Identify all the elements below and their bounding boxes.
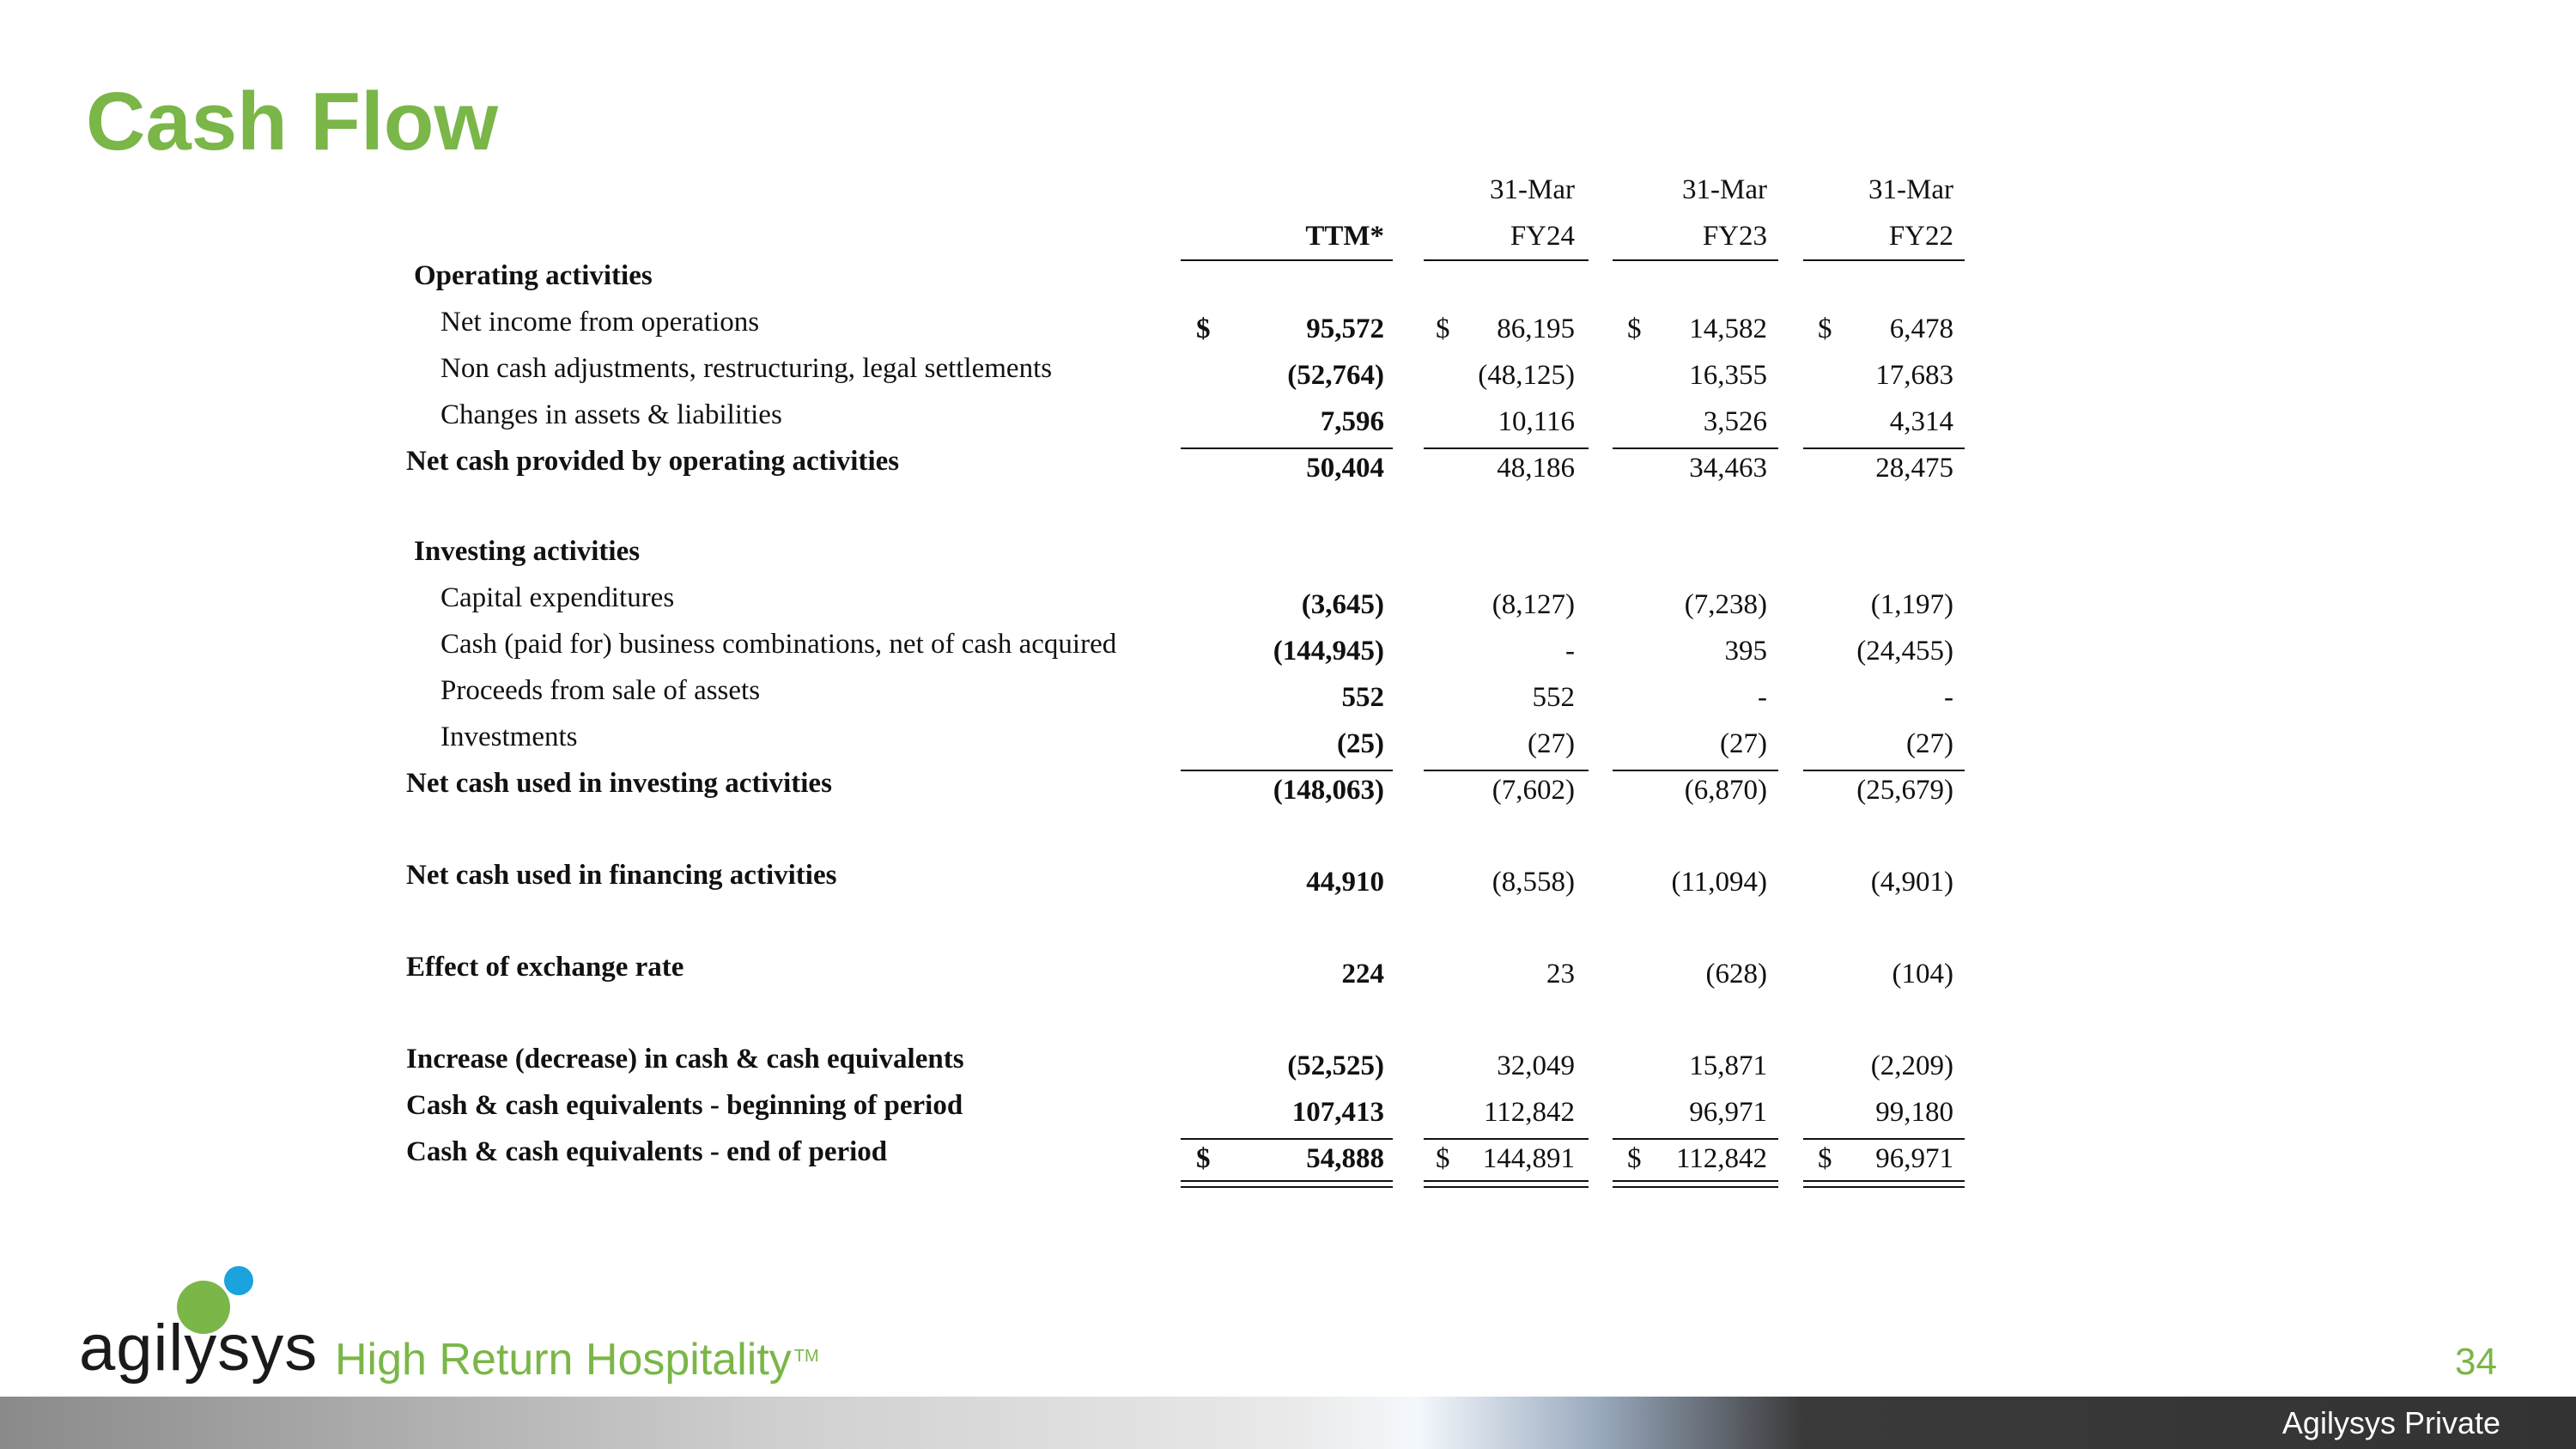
row-label: Cash & cash equivalents - end of period bbox=[406, 1136, 888, 1167]
subtotal-rule bbox=[1424, 1138, 1589, 1140]
column-header-top: 31-Mar bbox=[1682, 174, 1767, 205]
table-cell: (52,764) bbox=[1287, 360, 1384, 391]
table-cell: 86,195 bbox=[1497, 314, 1575, 344]
table-cell: (1,197) bbox=[1870, 589, 1953, 620]
table-cell: 144,891 bbox=[1482, 1143, 1575, 1174]
table-cell: 28,475 bbox=[1875, 453, 1953, 484]
currency-symbol: $ bbox=[1196, 1143, 1211, 1174]
table-cell: (7,238) bbox=[1684, 589, 1767, 620]
row-label: Investing activities bbox=[414, 536, 641, 567]
row-label: Increase (decrease) in cash & cash equivalents bbox=[406, 1044, 964, 1075]
subtotal-rule bbox=[1613, 1138, 1778, 1140]
subtotal-rule bbox=[1613, 770, 1778, 771]
row-label: Cash (paid for) business combinations, net of cash acquired bbox=[440, 629, 1117, 660]
table-cell: 95,572 bbox=[1306, 314, 1384, 344]
logo-blue-dot bbox=[224, 1266, 253, 1295]
table-cell: 3,526 bbox=[1703, 406, 1767, 437]
table-cell: 552 bbox=[1341, 682, 1384, 713]
currency-symbol: $ bbox=[1436, 314, 1450, 344]
table-cell: 96,971 bbox=[1875, 1143, 1953, 1174]
table-cell: (148,063) bbox=[1273, 775, 1384, 806]
footer-bar bbox=[0, 1397, 2576, 1449]
table-cell: 112,842 bbox=[1483, 1097, 1575, 1128]
column-header-top bbox=[1178, 168, 1384, 211]
table-cell: 48,186 bbox=[1497, 453, 1575, 484]
double-underline bbox=[1613, 1180, 1778, 1182]
header-rule bbox=[1181, 259, 1393, 261]
table-cell: 34,463 bbox=[1689, 453, 1767, 484]
table-cell: - bbox=[1944, 682, 1953, 713]
row-label: Investments bbox=[440, 721, 578, 752]
currency-symbol: $ bbox=[1436, 1143, 1450, 1174]
table-cell: 112,842 bbox=[1675, 1143, 1767, 1174]
row-label: Cash & cash equivalents - beginning of period bbox=[406, 1090, 963, 1121]
row-label: Proceeds from sale of assets bbox=[440, 675, 761, 706]
tagline bbox=[335, 1330, 819, 1390]
trademark-mark: TM bbox=[793, 1347, 819, 1366]
column-header: FY22 bbox=[1888, 221, 1953, 252]
row-label: Effect of exchange rate bbox=[406, 952, 684, 983]
double-underline bbox=[1613, 1186, 1778, 1188]
double-underline bbox=[1181, 1186, 1393, 1188]
double-underline bbox=[1181, 1180, 1393, 1182]
subtotal-rule bbox=[1424, 770, 1589, 771]
currency-symbol: $ bbox=[1627, 314, 1642, 344]
table-cell: 99,180 bbox=[1875, 1097, 1953, 1128]
table-cell: 96,971 bbox=[1689, 1097, 1767, 1128]
tagline-text: High Return Hospitality bbox=[335, 1335, 792, 1385]
table-cell: (7,602) bbox=[1492, 775, 1575, 806]
table-cell: (25) bbox=[1337, 728, 1384, 759]
double-underline bbox=[1803, 1180, 1965, 1182]
subtotal-rule bbox=[1803, 1138, 1965, 1140]
table-cell: 107,413 bbox=[1291, 1097, 1384, 1128]
currency-symbol: $ bbox=[1818, 1143, 1832, 1174]
table-cell: (2,209) bbox=[1870, 1050, 1953, 1081]
table-cell: 32,049 bbox=[1497, 1050, 1575, 1081]
table-cell: (8,127) bbox=[1492, 589, 1575, 620]
currency-symbol: $ bbox=[1196, 314, 1211, 344]
table-cell: - bbox=[1565, 636, 1575, 667]
table-cell: 395 bbox=[1724, 636, 1767, 667]
subtotal-rule bbox=[1181, 770, 1393, 771]
classification-label: Agilysys Private bbox=[2281, 1405, 2500, 1440]
row-label: Net cash used in investing activities bbox=[406, 768, 832, 799]
table-cell: (628) bbox=[1705, 959, 1767, 989]
subtotal-rule bbox=[1803, 447, 1965, 449]
table-cell: (3,645) bbox=[1301, 589, 1384, 620]
table-cell: (4,901) bbox=[1870, 867, 1953, 898]
header-rule bbox=[1803, 259, 1965, 261]
row-label: Capital expenditures bbox=[440, 582, 675, 613]
table-cell: 15,871 bbox=[1689, 1050, 1767, 1081]
table-cell: 6,478 bbox=[1889, 314, 1953, 344]
subtotal-rule bbox=[1181, 1138, 1393, 1140]
table-cell: (27) bbox=[1528, 728, 1575, 759]
table-cell: (11,094) bbox=[1671, 867, 1767, 898]
table-cell: (27) bbox=[1720, 728, 1767, 759]
column-header: FY24 bbox=[1510, 221, 1575, 252]
column-header-top: 31-Mar bbox=[1490, 174, 1575, 205]
row-label: Operating activities bbox=[414, 260, 653, 291]
table-cell: (48,125) bbox=[1478, 360, 1575, 391]
table-cell: 552 bbox=[1532, 682, 1575, 713]
table-cell: 7,596 bbox=[1320, 406, 1384, 437]
row-label: Non cash adjustments, restructuring, legal settlements bbox=[440, 353, 1053, 384]
column-header-top: 31-Mar bbox=[1868, 174, 1953, 205]
row-label: Net income from operations bbox=[440, 307, 760, 338]
currency-symbol: $ bbox=[1627, 1143, 1642, 1174]
table-cell: (6,870) bbox=[1684, 775, 1767, 806]
double-underline bbox=[1424, 1186, 1589, 1188]
table-cell: 10,116 bbox=[1498, 406, 1575, 437]
row-label: Net cash provided by operating activities bbox=[406, 446, 900, 477]
subtotal-rule bbox=[1424, 447, 1589, 449]
header-rule bbox=[1424, 259, 1589, 261]
table-cell: (8,558) bbox=[1492, 867, 1575, 898]
table-cell: (144,945) bbox=[1273, 636, 1384, 667]
table-cell: 4,314 bbox=[1889, 406, 1953, 437]
subtotal-rule bbox=[1803, 770, 1965, 771]
header-rule bbox=[1613, 259, 1778, 261]
table-cell: (52,525) bbox=[1287, 1050, 1384, 1081]
table-cell: (24,455) bbox=[1856, 636, 1953, 667]
column-header: TTM* bbox=[1305, 221, 1384, 252]
double-underline bbox=[1424, 1180, 1589, 1182]
double-underline bbox=[1803, 1186, 1965, 1188]
column-header: FY23 bbox=[1702, 221, 1767, 252]
table-cell: (25,679) bbox=[1856, 775, 1953, 806]
table-cell: 224 bbox=[1341, 959, 1384, 989]
table-cell: 23 bbox=[1546, 959, 1575, 989]
subtotal-rule bbox=[1613, 447, 1778, 449]
table-cell: (27) bbox=[1906, 728, 1953, 759]
row-label: Changes in assets & liabilities bbox=[440, 399, 782, 430]
table-cell: 44,910 bbox=[1306, 867, 1384, 898]
table-cell: 14,582 bbox=[1689, 314, 1767, 344]
table-cell: - bbox=[1758, 682, 1767, 713]
agilysys-logo: agilysys bbox=[79, 1312, 319, 1385]
table-cell: 16,355 bbox=[1689, 360, 1767, 391]
row-label: Net cash used in financing activities bbox=[406, 860, 837, 891]
table-cell: 50,404 bbox=[1306, 453, 1384, 484]
table-cell: 54,888 bbox=[1306, 1143, 1384, 1174]
table-cell: 17,683 bbox=[1875, 360, 1953, 391]
table-cell: (104) bbox=[1892, 959, 1953, 989]
subtotal-rule bbox=[1181, 447, 1393, 449]
page-title: Cash Flow bbox=[86, 76, 499, 167]
page-number: 34 bbox=[2455, 1341, 2497, 1383]
currency-symbol: $ bbox=[1818, 314, 1832, 344]
